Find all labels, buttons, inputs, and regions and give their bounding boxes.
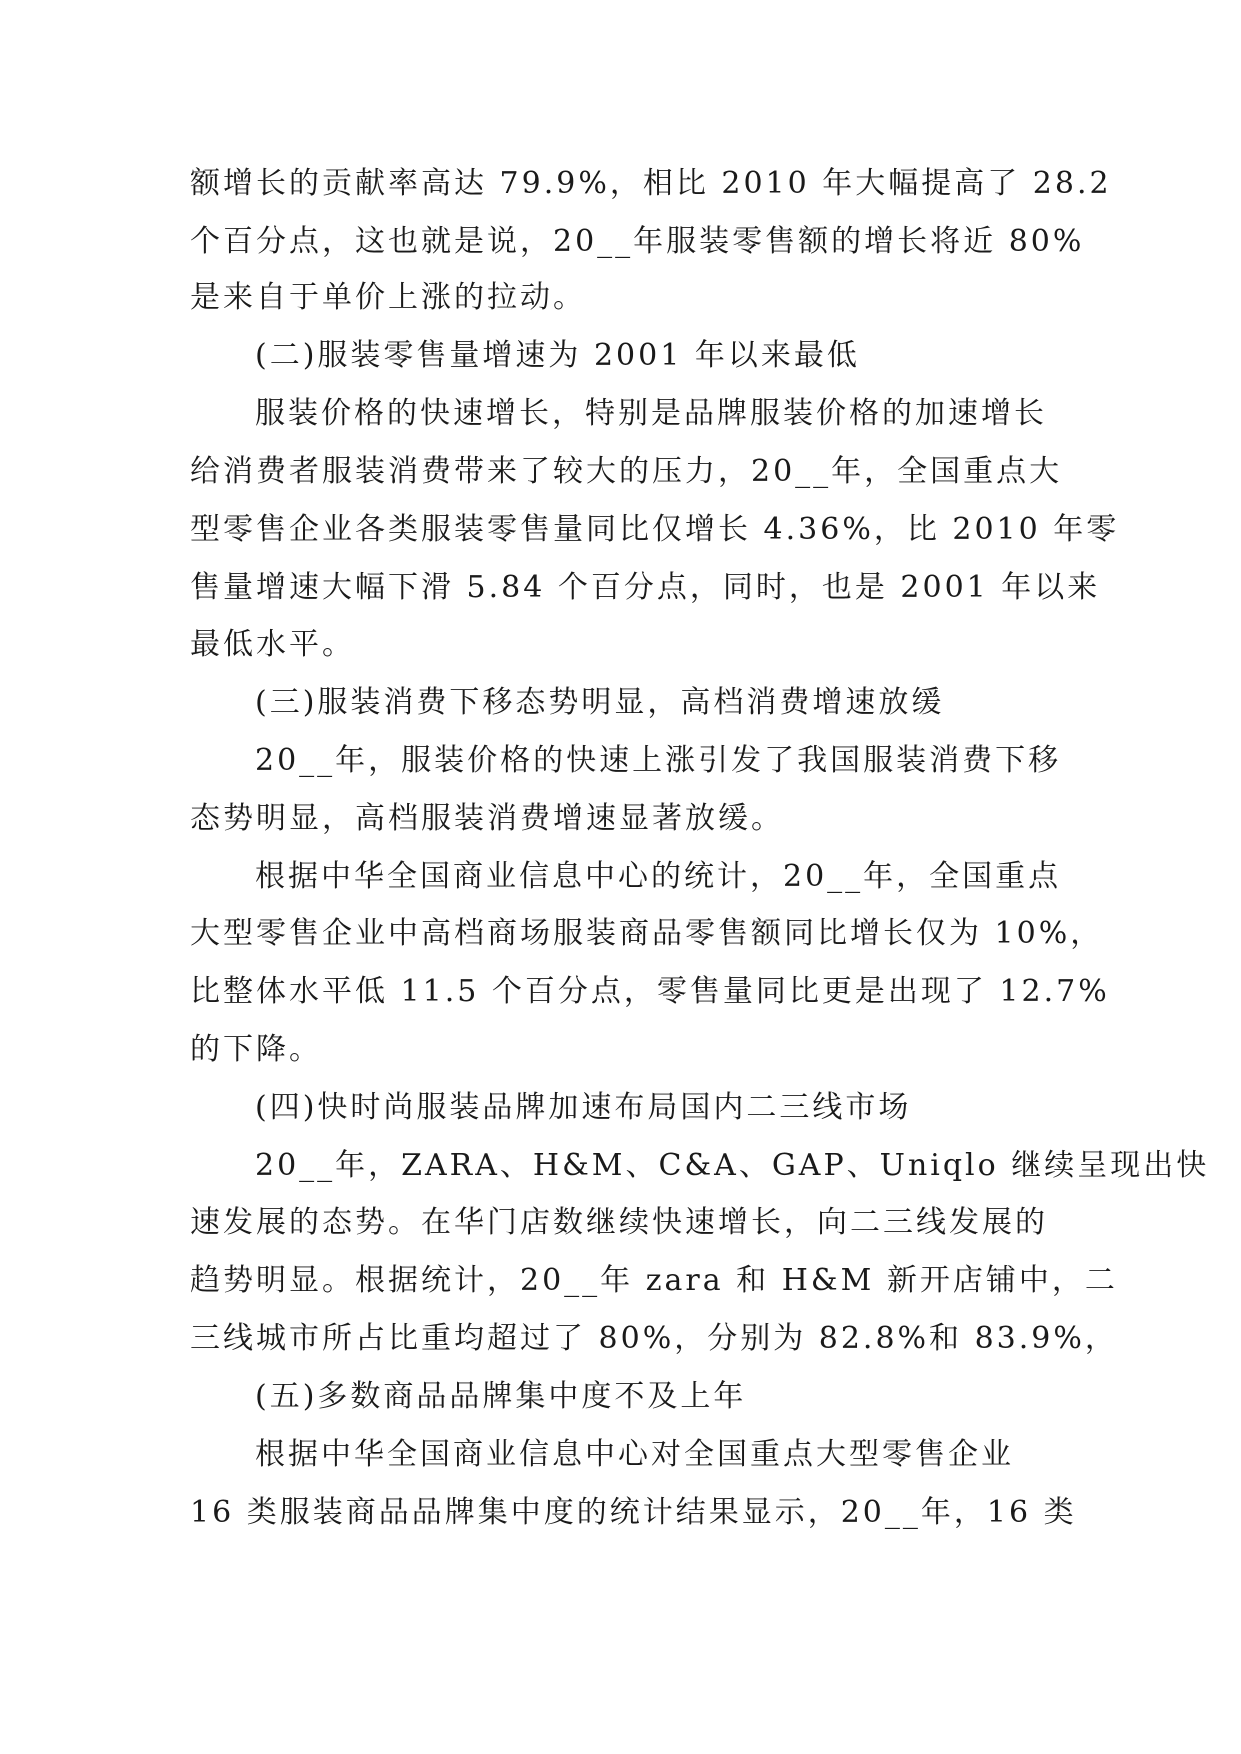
text-line-16: 的下降。 — [190, 1032, 322, 1067]
text-line-12: 态势明显，高档服装消费增速显著放缓。 — [190, 801, 784, 836]
section-heading-3: (三)服装消费下移态势明显，高档消费增速放缓 — [255, 685, 945, 720]
text-line-18: 20__年，ZARA、H&M、C&A、GAP、Uniqlo 继续呈现出快 — [255, 1148, 1210, 1183]
text-line-3: 是来自于单价上涨的拉动。 — [190, 280, 586, 315]
text-line-1: 额增长的贡献率高达 79.9%，相比 2010 年大幅提高了 28.2 — [190, 166, 1112, 201]
text-line-23: 根据中华全国商业信息中心对全国重点大型零售企业 — [255, 1437, 1014, 1472]
section-heading-2: (二)服装零售量增速为 2001 年以来最低 — [255, 338, 860, 373]
text-line-2: 个百分点，这也就是说，20__年服装零售额的增长将近 80% — [190, 224, 1085, 259]
text-line-6: 给消费者服装消费带来了较大的压力，20__年，全国重点大 — [190, 454, 1063, 489]
text-line-11: 20__年，服装价格的快速上涨引发了我国服装消费下移 — [255, 743, 1062, 778]
section-heading-5: (五)多数商品品牌集中度不及上年 — [255, 1379, 747, 1414]
text-line-19: 速发展的态势。在华门店数继续快速增长，向二三线发展的 — [190, 1205, 1048, 1240]
text-line-15: 比整体水平低 11.5 个百分点，零售量同比更是出现了 12.7% — [190, 974, 1110, 1009]
text-line-20: 趋势明显。根据统计，20__年 zara 和 H&M 新开店铺中，二 — [190, 1263, 1118, 1298]
text-line-14: 大型零售企业中高档商场服装商品零售额同比增长仅为 10%， — [190, 916, 1104, 951]
text-line-9: 最低水平。 — [190, 627, 355, 662]
text-line-24: 16 类服装商品品牌集中度的统计结果显示，20__年，16 类 — [190, 1495, 1077, 1530]
section-heading-4: (四)快时尚服装品牌加速布局国内二三线市场 — [255, 1090, 912, 1125]
text-line-5: 服装价格的快速增长，特别是品牌服装价格的加速增长 — [255, 396, 1047, 431]
text-line-13: 根据中华全国商业信息中心的统计，20__年，全国重点 — [255, 859, 1062, 894]
text-line-7: 型零售企业各类服装零售量同比仅增长 4.36%，比 2010 年零 — [190, 512, 1120, 547]
text-line-21: 三线城市所占比重均超过了 80%，分别为 82.8%和 83.9%， — [190, 1321, 1118, 1356]
text-line-8: 售量增速大幅下滑 5.84 个百分点，同时，也是 2001 年以来 — [190, 570, 1101, 605]
